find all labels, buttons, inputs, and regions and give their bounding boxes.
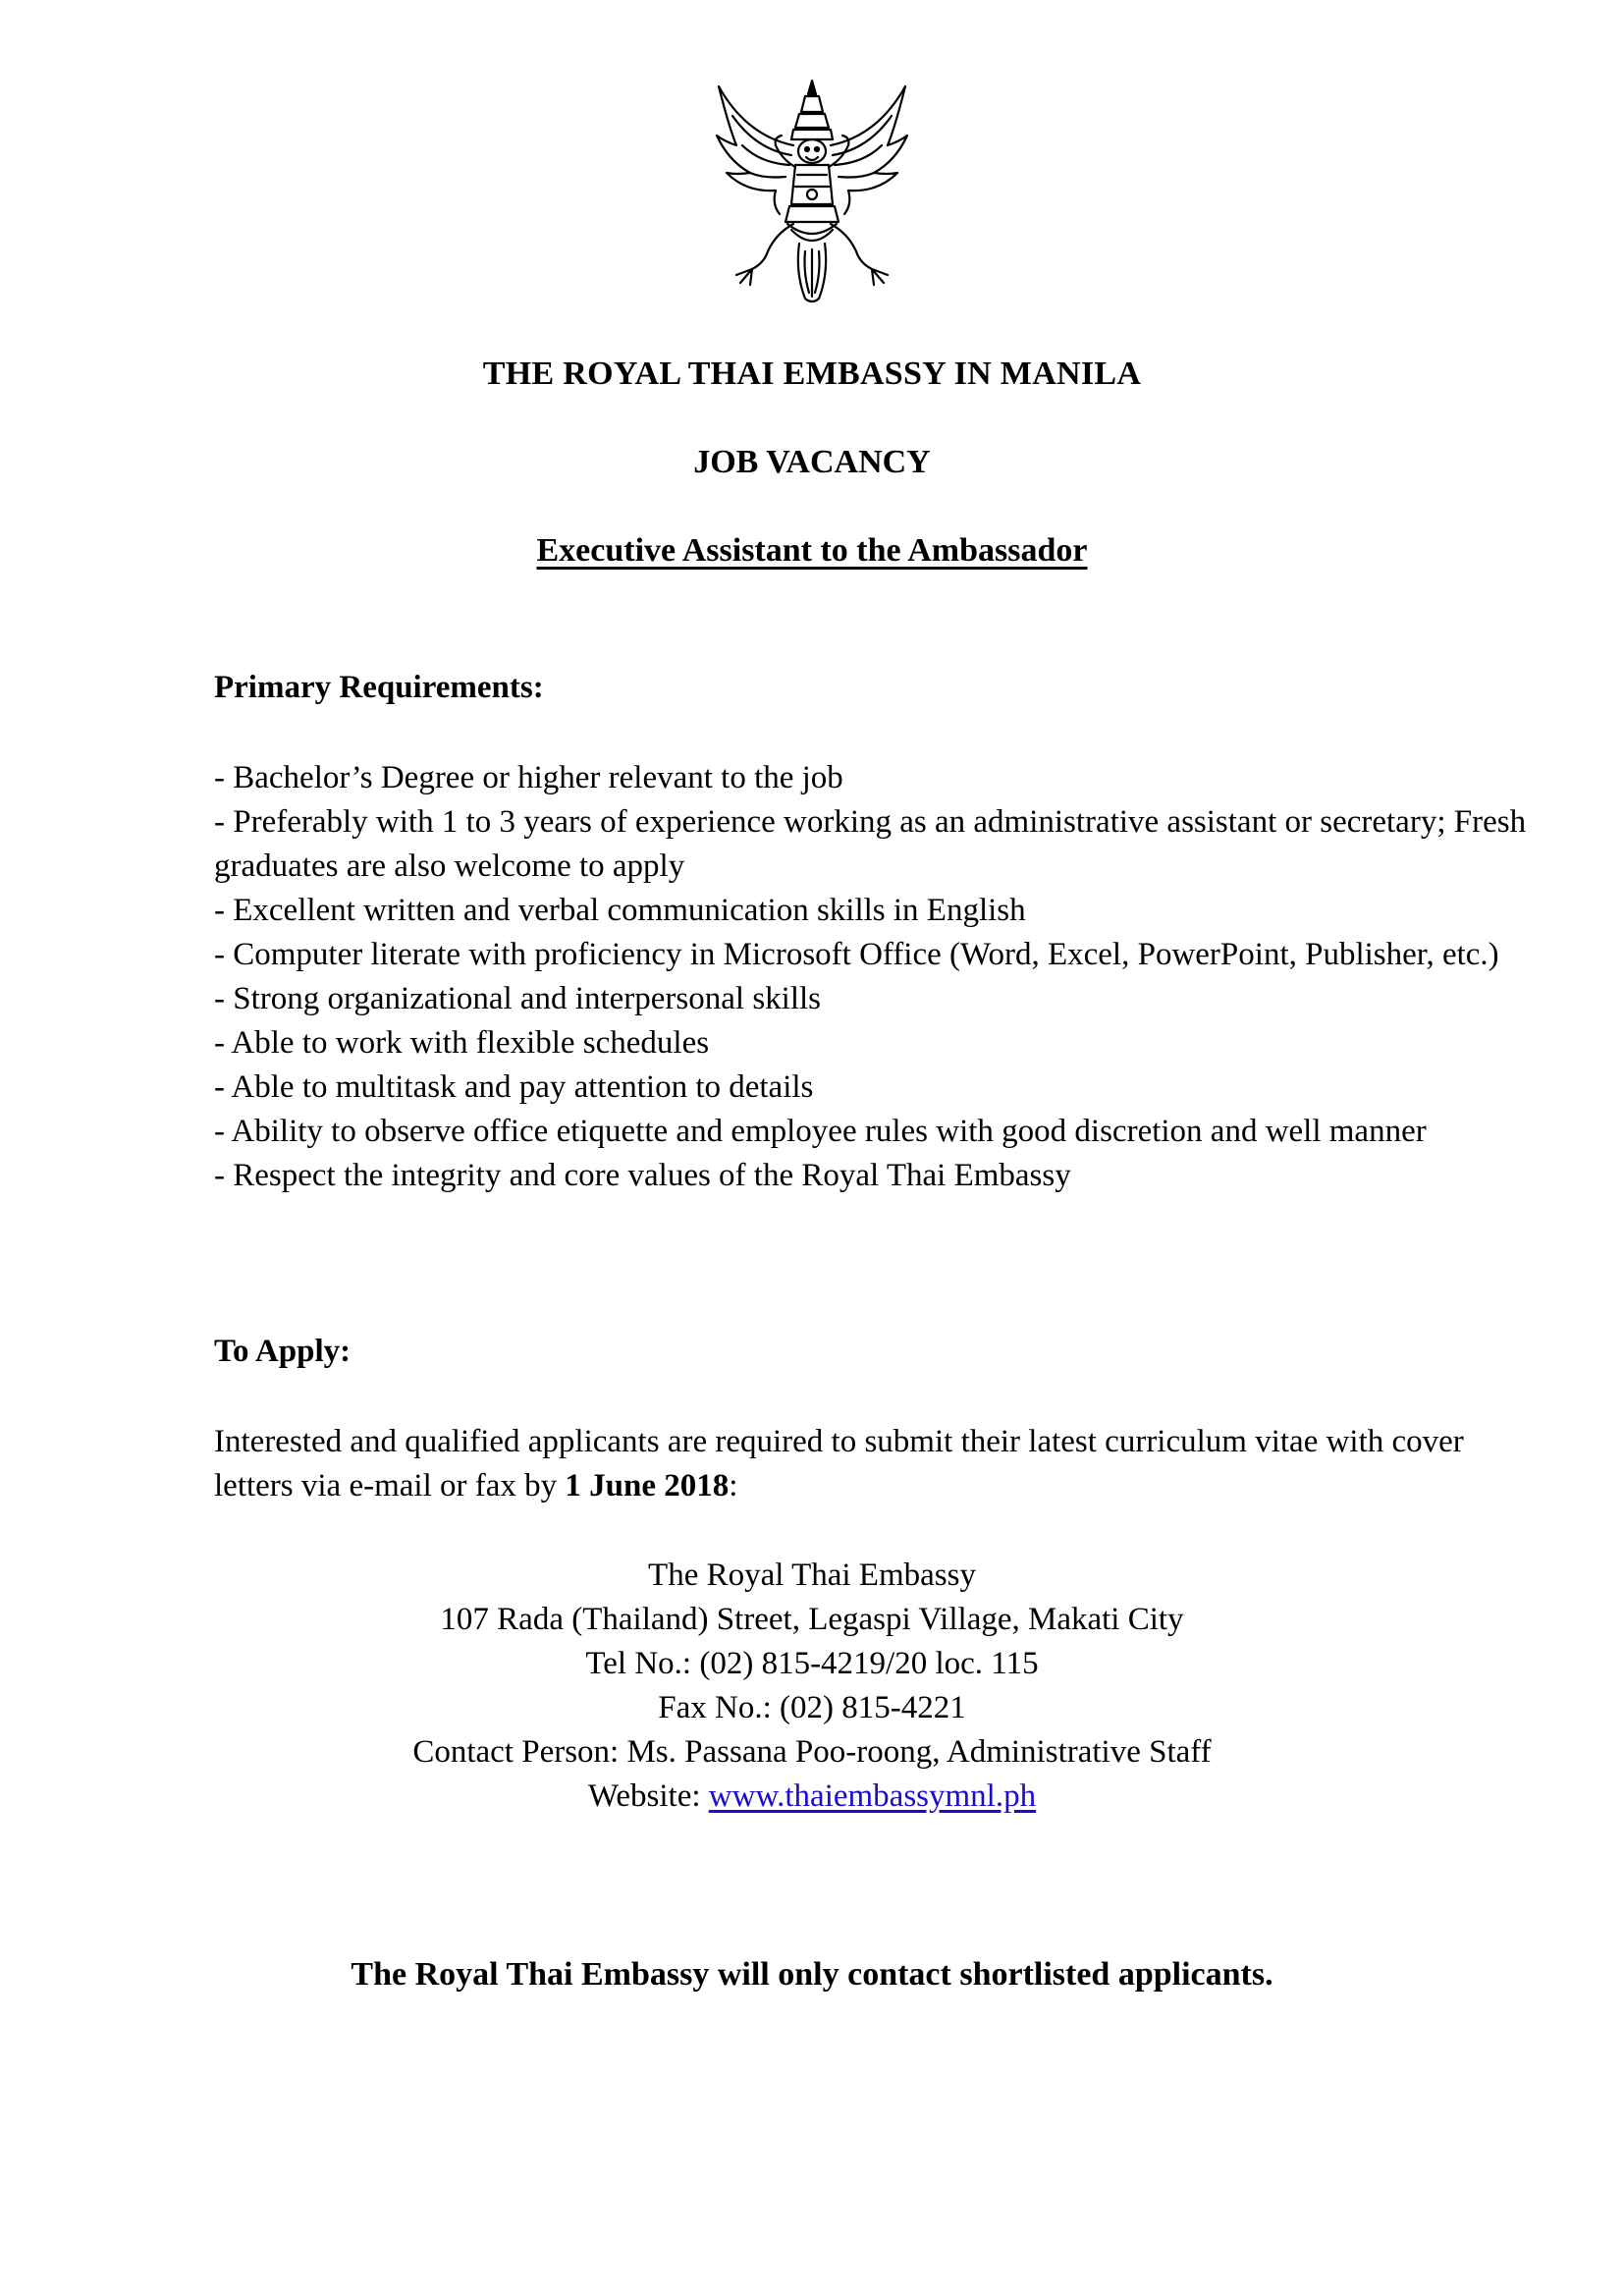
contact-name: The Royal Thai Embassy (648, 1558, 976, 1593)
requirements-heading: Primary Requirements: (214, 670, 544, 705)
requirement-item: - Preferably with 1 to 3 years of experience working as an administrative assistant or secretary; Fresh graduates are also welcome to apply (214, 804, 1527, 884)
contact-person: Contact Person: Ms. Passana Poo-roong, Administrative Staff (412, 1734, 1212, 1770)
requirement-item: - Strong organizational and interpersonal skills (214, 981, 822, 1016)
contact-block (0, 1554, 1624, 1819)
shortlist-note: The Royal Thai Embassy will only contact shortlisted applicants. (351, 1956, 1273, 1993)
apply-deadline: 1 June 2018 (565, 1468, 730, 1503)
position-title: Executive Assistant to the Ambassador (536, 532, 1088, 569)
job-vacancy-heading: JOB VACANCY (693, 444, 931, 480)
apply-text-before: Interested and qualified applicants are required to submit their latest curriculum vitae with cover letters via e-mail or fax by (214, 1424, 1464, 1503)
requirement-item: - Computer literate with proficiency in Microsoft Office (Word, Excel, PowerPoint, Publisher, etc.) (214, 937, 1499, 972)
requirement-item: - Able to multitask and pay attention to details (214, 1069, 814, 1105)
requirements-list (214, 756, 1530, 1198)
website-link[interactable]: www.thaiembassymnl.ph (708, 1778, 1037, 1814)
contact-address: 107 Rada (Thailand) Street, Legaspi Village, Makati City (440, 1602, 1184, 1637)
requirement-item: - Excellent written and verbal communication skills in English (214, 893, 1026, 928)
website-label: Website: (587, 1778, 709, 1814)
requirement-item: - Bachelor’s Degree or higher relevant to the job (214, 760, 843, 795)
contact-tel: Tel No.: (02) 815-4219/20 loc. 115 (585, 1646, 1039, 1681)
contact-fax: Fax No.: (02) 815-4221 (658, 1690, 966, 1725)
garuda-emblem-icon (707, 77, 917, 307)
embassy-title: THE ROYAL THAI EMBASSY IN MANILA (482, 355, 1142, 392)
apply-instructions (214, 1420, 1471, 1508)
contact-website (0, 1775, 1624, 1819)
apply-heading: To Apply: (214, 1334, 352, 1369)
requirement-item: - Ability to observe office etiquette and employee rules with good discretion and well manner (214, 1114, 1427, 1149)
apply-text-after: : (729, 1468, 738, 1503)
requirement-item: - Able to work with flexible schedules (214, 1025, 710, 1061)
requirement-item: - Respect the integrity and core values of the Royal Thai Embassy (214, 1158, 1071, 1193)
